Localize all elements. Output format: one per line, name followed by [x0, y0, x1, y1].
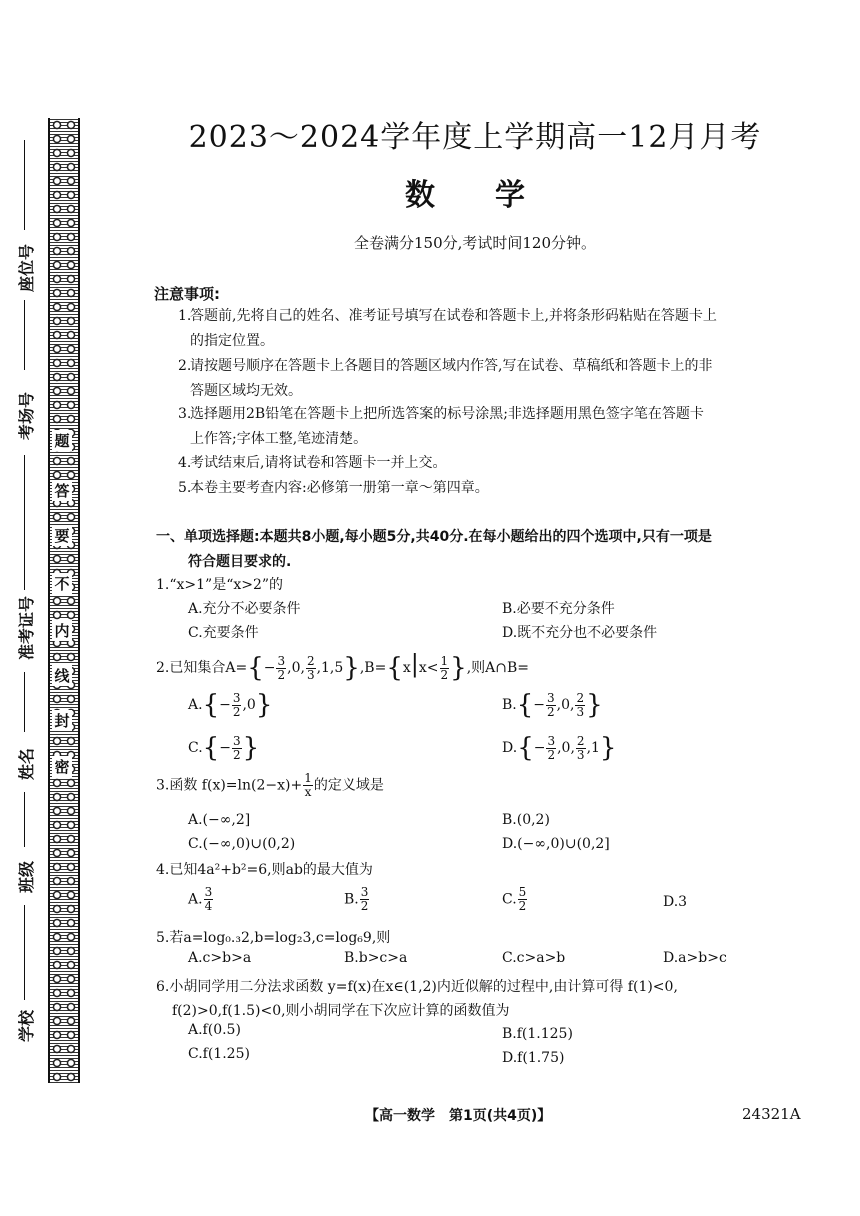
q2-option-c [188, 733, 259, 763]
numerator: 3 [547, 733, 556, 748]
denominator: 3 [576, 704, 585, 719]
fraction [546, 692, 556, 719]
seal-char: 题 [52, 430, 72, 451]
q2-minus: − [219, 697, 231, 713]
notice-line: 本卷主要考查内容:必修第一册第一章～第四章。 [190, 480, 489, 496]
numerator: 2 [306, 653, 315, 668]
option-label: C. [188, 740, 203, 756]
fraction [232, 735, 242, 762]
question-3-stem [156, 772, 384, 799]
notice-number: 3. [178, 406, 192, 422]
brace-open: { [517, 733, 534, 763]
q4-option-b [344, 886, 370, 913]
notice-heading: 注意事项: [154, 285, 220, 303]
brace-open: { [247, 653, 264, 683]
numerator: 1 [440, 653, 449, 668]
q3-text: 的定义域是 [313, 777, 384, 794]
option-label: A. [188, 697, 203, 713]
q5-option-a: A.c>b>a [188, 950, 252, 966]
denominator: 2 [277, 667, 286, 682]
section-heading [156, 525, 806, 575]
seal-char: 内 [52, 620, 72, 641]
class-line [24, 792, 25, 847]
question-5-stem: 5.若a=log₀.₃2,b=log₂3,c=log₆9,则 [156, 930, 391, 946]
page-footer: 【高一数学 第1页(共4页)】 [365, 1108, 552, 1124]
brace-close: } [450, 653, 467, 683]
brace-open: { [202, 690, 220, 720]
numerator: 3 [232, 733, 241, 748]
denominator: 2 [518, 899, 527, 913]
denominator: 2 [360, 899, 369, 913]
q6-option-c: C.f(1.25) [188, 1046, 250, 1062]
notice-number: 4. [178, 455, 192, 471]
denominator: 3 [576, 747, 585, 762]
fraction [276, 655, 286, 682]
notice-line: 答题前,先将自己的姓名、准考证号填写在试卷和答题卡上,并将条形码粘贴在答题卡上 [190, 308, 717, 324]
admission-number-line [24, 455, 25, 590]
seal-char: 答 [52, 480, 72, 501]
notice-item [178, 476, 810, 501]
numerator: 3 [204, 885, 213, 899]
exam-room-line [24, 300, 25, 370]
q2-option-b [502, 690, 603, 720]
fraction [518, 886, 528, 913]
fraction [575, 692, 585, 719]
notice-number: 5. [178, 480, 192, 496]
numerator: 3 [277, 653, 286, 668]
notice-line: 选择题用2B铅笔在答题卡上把所选答案的标号涂黑;非选择题用黑色签字笔在答题卡 [190, 406, 704, 422]
q4-option-c [502, 886, 528, 913]
option-label: B. [344, 891, 359, 908]
class-label: 班级 [17, 860, 36, 893]
binding-strip [48, 118, 80, 1083]
q1-option-c: C.充要条件 [188, 625, 259, 641]
question-1-stem: 1.“x>1”是“x>2”的 [156, 577, 284, 593]
section-heading-line: 符合题目要求的. [188, 554, 292, 570]
brace-close: } [255, 690, 273, 720]
q1-option-a: A.充分不必要条件 [188, 601, 301, 617]
denominator: 2 [232, 747, 241, 762]
brace-open: { [386, 653, 403, 683]
q2-option-a [188, 690, 272, 720]
fraction [303, 772, 313, 799]
denominator: 2 [232, 704, 241, 719]
denominator: x [304, 785, 312, 799]
brace-close: } [242, 733, 260, 763]
brace-close: } [586, 690, 603, 720]
notice-item [178, 354, 810, 404]
exam-room-label: 考场号 [17, 391, 36, 440]
brace-open: { [202, 733, 220, 763]
q2-minus: − [219, 740, 231, 756]
q2-text: ,B= [359, 660, 387, 676]
name-label: 姓名 [17, 747, 36, 780]
q2-minus: − [533, 740, 546, 756]
q5-option-b: B.b>c>a [344, 950, 408, 966]
denominator: 2 [547, 747, 556, 762]
q2-text: x [402, 660, 411, 676]
question-6-stem-line2: f(2)>0,f(1.5)<0,则小胡同学在下次应计算的函数值为 [172, 1003, 510, 1019]
set-bar: | [410, 650, 419, 678]
notice-item [178, 451, 810, 476]
q2-text: ,0, [557, 740, 575, 756]
numerator: 3 [360, 885, 369, 899]
q2-minus: − [533, 697, 546, 713]
q6-option-d: D.f(1.75) [502, 1050, 565, 1066]
notice-line: 答题区域均无效。 [190, 383, 302, 399]
admission-number-label: 准考证号 [17, 595, 36, 660]
q2-text: ,1,5 [316, 660, 344, 676]
q2-text: ,0 [242, 697, 256, 713]
notice-item [178, 304, 810, 354]
q3-option-c: C.(−∞,0)∪(0,2) [188, 836, 296, 852]
question-6-stem-line1: 6.小胡同学用二分法求函数 y=f(x)在x∈(1,2)内近似解的过程中,由计算可得 f(1)<0, [156, 979, 678, 995]
q4-option-a [188, 886, 214, 913]
numerator: 5 [518, 885, 527, 899]
numerator: 3 [547, 690, 555, 705]
notice-number: 2. [178, 358, 192, 374]
numerator: 1 [304, 771, 312, 785]
q1-option-b: B.必要不充分条件 [502, 601, 615, 617]
q2-text: ,1 [586, 740, 600, 756]
subject-title: 数学 [405, 178, 585, 213]
seal-char: 要 [52, 525, 72, 546]
seat-number-label: 座位号 [17, 243, 36, 292]
q2-option-d [502, 733, 616, 763]
q3-option-a: A.(−∞,2] [188, 812, 251, 828]
q2-text: 2.已知集合A= [156, 660, 248, 676]
q6-option-a: A.f(0.5) [188, 1022, 241, 1038]
numerator: 3 [232, 690, 241, 705]
q5-option-d: D.a>b>c [663, 950, 727, 966]
fraction [204, 886, 214, 913]
q2-minus: − [263, 660, 276, 676]
notice-item [178, 402, 810, 452]
q2-text: ,0, [287, 660, 305, 676]
denominator: 2 [440, 667, 449, 682]
school-label: 学校 [17, 1009, 36, 1042]
q2-text: ,则A∩B= [466, 660, 529, 676]
fraction [546, 735, 556, 762]
denominator: 3 [306, 667, 315, 682]
question-4-stem: 4.已知4a²+b²=6,则ab的最大值为 [156, 862, 373, 878]
q3-option-d: D.(−∞,0)∪(0,2] [502, 836, 610, 852]
denominator: 4 [204, 899, 213, 913]
fraction [440, 655, 450, 682]
name-line [24, 672, 25, 732]
option-label: B. [502, 697, 517, 713]
notice-line: 考试结束后,请将试卷和答题卡一并上交。 [190, 455, 447, 471]
paper-code: 24321A [742, 1105, 801, 1123]
fraction [306, 655, 316, 682]
q4-option-d: D.3 [663, 894, 688, 910]
fraction [576, 735, 586, 762]
q3-text: 3.函数 f(x)=ln(2−x)+ [156, 777, 303, 794]
q6-option-b: B.f(1.125) [502, 1026, 573, 1042]
option-label: D. [502, 740, 518, 756]
brace-close: } [599, 733, 617, 763]
brace-open: { [516, 690, 534, 720]
notice-line: 的指定位置。 [190, 333, 274, 349]
q1-option-d: D.既不充分也不必要条件 [502, 625, 658, 641]
q5-option-c: C.c>a>b [502, 950, 566, 966]
q2-text: x< [418, 660, 439, 676]
fraction [360, 886, 370, 913]
numerator: 2 [576, 733, 585, 748]
q3-option-b: B.(0,2) [502, 812, 550, 828]
notice-number: 1. [178, 308, 192, 324]
option-label: C. [502, 891, 517, 908]
question-2-stem [156, 650, 529, 683]
seal-char: 封 [52, 710, 72, 731]
denominator: 2 [547, 704, 555, 719]
numerator: 2 [576, 690, 585, 705]
seal-char: 不 [52, 573, 72, 594]
brace-close: } [343, 653, 360, 683]
school-line [24, 905, 25, 1000]
seal-char: 线 [52, 665, 72, 686]
seal-char: 密 [52, 756, 72, 777]
notice-line: 请按题号顺序在答题卡上各题目的答题区域内作答,写在试卷、草稿纸和答题卡上的非 [190, 358, 713, 374]
notice-line: 上作答;字体工整,笔迹清楚。 [190, 431, 368, 447]
option-label: A. [188, 891, 203, 908]
q2-text: ,0, [556, 697, 575, 713]
exam-meta: 全卷满分150分,考试时间120分钟。 [353, 234, 597, 252]
section-heading-line: 一、单项选择题:本题共8小题,每小题5分,共40分.在每小题给出的四个选项中,只有一项是 [156, 529, 712, 545]
exam-title: 2023～2024学年度上学期高一12月月考 [188, 120, 762, 155]
fraction [232, 692, 242, 719]
